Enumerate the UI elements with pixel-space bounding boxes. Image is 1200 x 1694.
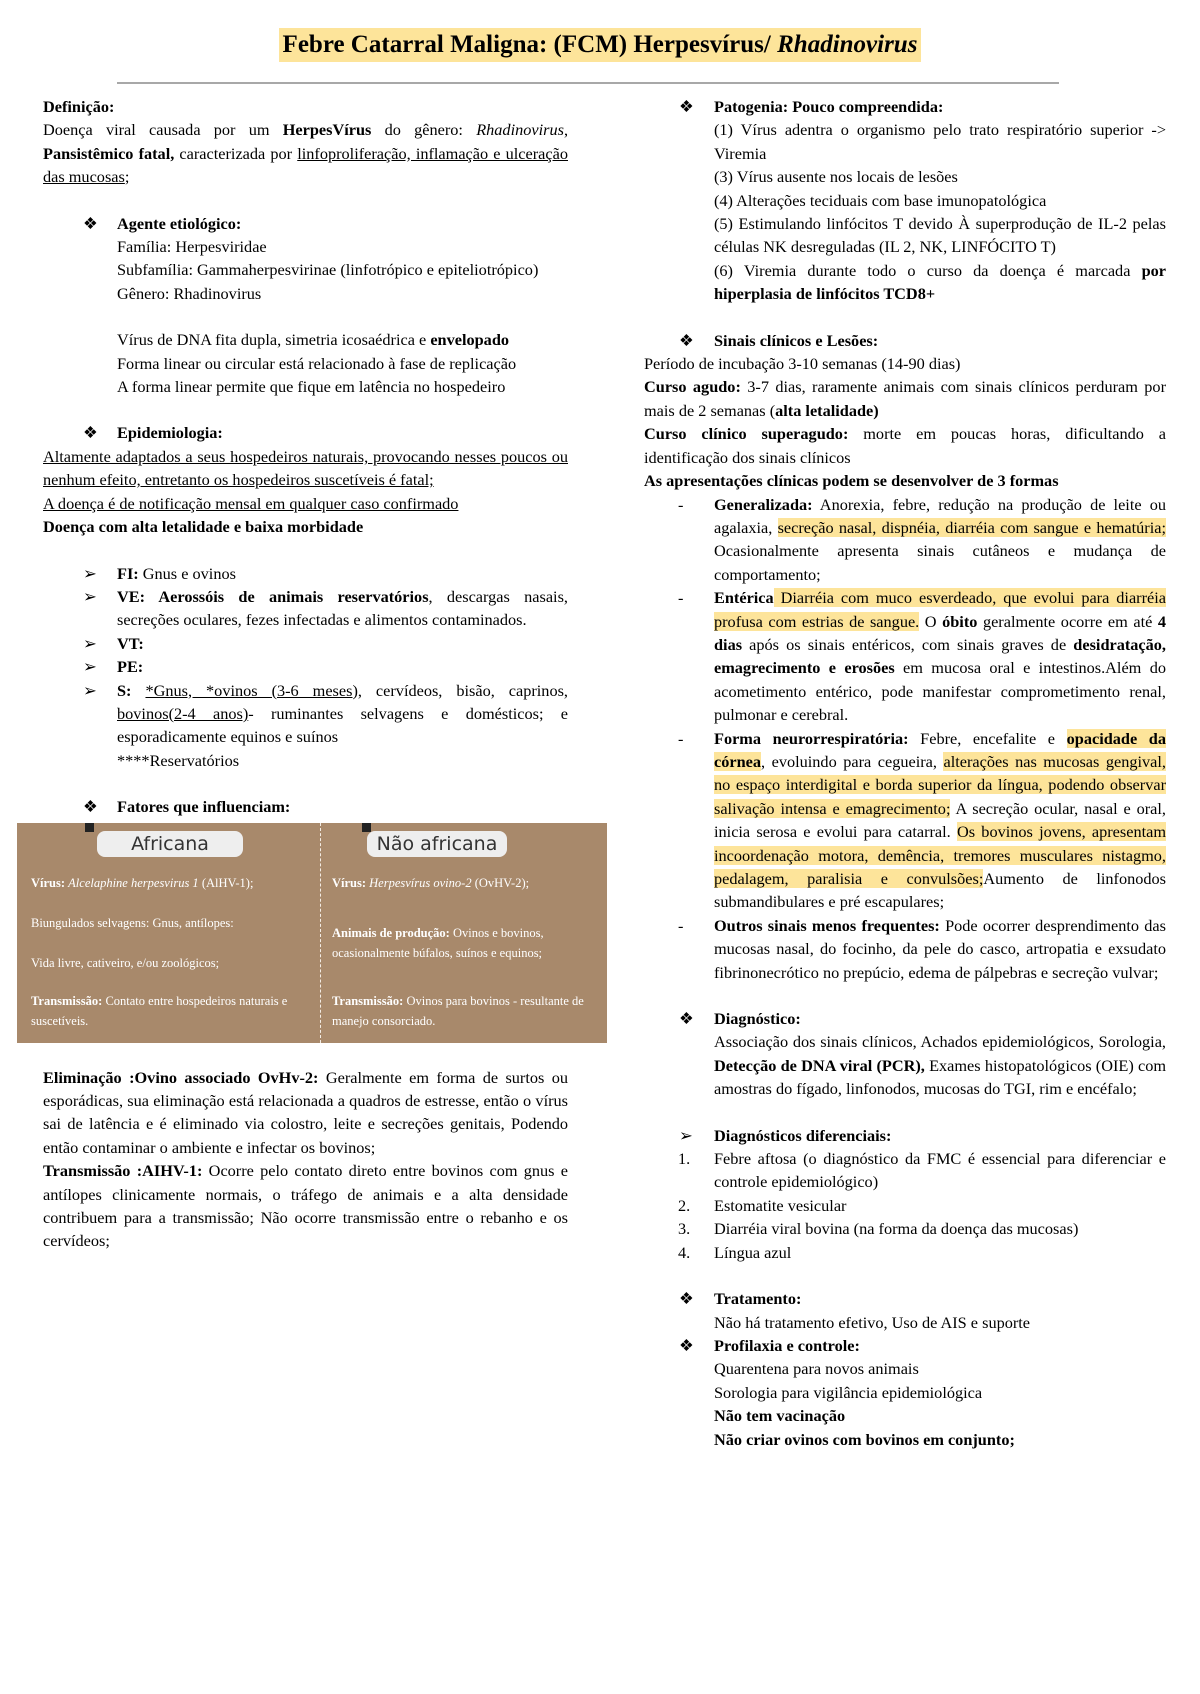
definicao-t9: ; [124, 167, 130, 187]
neuro-highlight-1: opacidade da córnea [714, 728, 1166, 771]
diamond-bullet-icon: ❖ [83, 213, 98, 233]
patogenia-heading-text: Patogenia: Pouco compreendida: [714, 97, 944, 116]
agente-familia: Família: Herpesviridae [117, 237, 267, 257]
patogenia-item-6 [644, 259, 1166, 306]
sinais-incubacao: Período de incubação 3-10 semanas (14-90 dias) [644, 354, 961, 374]
neuro-highlight-2: alterações nas mucosas gengival, no espaço interdigital e borda superior da língua, podendo observar salivação intensa e emagrecimento; [714, 751, 1167, 818]
africana-virus [31, 873, 313, 893]
enterica-t3: após os sinais entéricos, com sinais graves de [742, 634, 1074, 654]
diamond-bullet-icon: ❖ [83, 797, 98, 817]
nao-africana-virus-abbr: (OvHV-2); [471, 875, 530, 890]
epidemiologia-p3: Doença com alta letalidade e baixa morbidade [43, 517, 364, 537]
fatores-heading [43, 795, 568, 818]
agente-latencia: A forma linear permite que fique em latência no hospedeiro [117, 377, 506, 397]
dash-bullet: - [678, 588, 684, 608]
table-marker [85, 823, 94, 832]
definicao-t7: caracterizada por [174, 143, 298, 163]
generalizada-t1: Anorexia, febre, redução na produção de leite ou agalaxia, [714, 494, 1166, 537]
diagnostico-text [644, 1030, 1166, 1100]
vt-label: VT: [117, 633, 144, 653]
agudo-bold: alta letalidade) [775, 400, 879, 420]
diferencial-text: Diarréia viral bovina (na forma da doença das mucosas) [714, 1219, 1079, 1239]
diferencial-number: 4. [678, 1242, 691, 1262]
africana-label: Africana [97, 831, 243, 857]
diagnostico-t1: Associação dos sinais clínicos, Achados epidemiológicos, Sorologia, [714, 1032, 1166, 1052]
enterica-t2: geralmente ocorre em até [977, 611, 1158, 631]
nao-africana-hosts-label: Animais de produção: [332, 925, 450, 940]
enterica-t4: em mucosa oral e intestinos.Além do acometimento entérico, pode manifestar comprometimento renal, pulmonar e cerebral. [714, 658, 1166, 725]
neuro-t3: A secreção ocular, nasal e oral, inicia serosa e evolui para catarral. [714, 798, 1167, 842]
agudo-text: 3-7 dias, raramente animais com sinais clínicos perduram por mais de 2 semanas ( [644, 377, 1166, 420]
arrow-bullet-icon: ➢ [83, 563, 97, 583]
africana-habitat: Vida livre, cativeiro, e/ou zoológicos; [31, 955, 220, 970]
s-u2: bovinos(2-4 anos) [117, 703, 249, 723]
nao-africana-label: Não africana [367, 831, 507, 857]
pe-label: PE: [117, 657, 144, 677]
eliminacao-paragraph [43, 1066, 568, 1160]
nao-africana-transmissao [332, 991, 600, 1031]
spacer [644, 1101, 1166, 1124]
forma-enterica [644, 586, 1166, 726]
title-main: Febre Catarral Maligna: (FCM) Herpesvírus/ [282, 31, 778, 58]
nao-africana-transmissao-label: Transmissão: [332, 993, 404, 1008]
profilaxia-heading [644, 1334, 1166, 1357]
transmissao-paragraph [43, 1159, 568, 1253]
diamond-bullet-icon: ❖ [679, 1289, 694, 1309]
definicao-t1: Doença viral causada por um [43, 120, 283, 140]
africana-transmissao [31, 991, 313, 1031]
enterica-b1: óbito [942, 611, 978, 631]
agente-dna [43, 328, 568, 351]
nao-africana-virus-label: Vírus: [332, 875, 370, 890]
agente-heading-text: Agente etiológico: [117, 213, 242, 233]
diamond-bullet-icon: ❖ [679, 97, 694, 116]
neuro-label: Forma neurorrespiratória: [714, 728, 909, 748]
profilaxia-l4: Não criar ovinos com bovinos em conjunto; [714, 1429, 1015, 1449]
ve-bold: Aerossóis de animais reservatórios [145, 586, 429, 606]
epidemiologia-heading [43, 421, 568, 444]
agente-forma: Forma linear ou circular está relacionado à fase de replicação [117, 353, 517, 373]
diferencial-number: 1. [678, 1149, 691, 1169]
profilaxia-l3: Não tem vacinação [714, 1406, 846, 1426]
neuro-t1: Febre, encefalite e [908, 728, 1067, 748]
spacer [644, 306, 1166, 329]
definicao-t2: HerpesVírus [282, 120, 372, 140]
definicao-t5: , [563, 120, 569, 140]
transmissao-label: Transmissão :AIHV-1: [43, 1161, 203, 1181]
diferencial-text: Língua azul [714, 1242, 792, 1262]
list-s [43, 679, 568, 773]
patogenia-item-6a: (6) Viremia durante todo o curso da doença é marcada [714, 260, 1142, 280]
list-ve [43, 585, 568, 632]
neuro-t4: Aumento de linfonodos submandibulares e pré escapulares; [714, 869, 1167, 912]
tratamento-text: Não há tratamento efetivo, Uso de AIS e suporte [714, 1312, 1031, 1332]
spacer [43, 1043, 568, 1066]
agudo-label: Curso agudo: [644, 377, 741, 397]
agente-dna2: envelopado [430, 330, 510, 350]
spacer [43, 398, 568, 421]
eliminacao-label: Eliminação : [43, 1067, 135, 1087]
africana-transmissao-text: Contato entre hospedeiros naturais e suscetíveis. [31, 993, 288, 1028]
outros-label: Outros sinais menos frequentes: [714, 915, 940, 935]
africana-transmissao-label: Transmissão: [31, 993, 103, 1008]
fatores-table [17, 823, 607, 1043]
enterica-t1: O [919, 611, 943, 631]
enterica-b3: desidratação, emagrecimento e erosões [714, 634, 1166, 678]
list-pe [43, 655, 568, 678]
diamond-bullet-icon: ❖ [679, 1335, 694, 1355]
nao-africana-transmissao-text: Ovinos para bovinos - resultante de manejo consorciado. [332, 993, 584, 1028]
arrow-bullet-icon: ➢ [83, 657, 97, 677]
fi-text: Gnus e ovinos [138, 563, 236, 583]
definicao-t6: Pansistêmico fatal, [43, 143, 175, 163]
definicao-text [43, 118, 568, 188]
s-u1: *Gnus, *ovinos (3-6 meses), [145, 680, 362, 700]
diferencial-text: Febre aftosa (o diagnóstico da FMC é essencial para diferenciar e controle epidemiológico) [714, 1149, 1166, 1192]
outros-text: Pode ocorrer desprendimento das mucosas nasal, do focinho, da pele do casco, artropatia e exsudato fibrinonecrótico no prepúcio, edema de pálpebras e secreção vulvar; [714, 915, 1166, 982]
patogenia-item-3: (3) Vírus ausente nos locais de lesões [714, 167, 958, 187]
africana-virus-abbr: (AlHV-1); [198, 875, 254, 890]
africana-virus-name: Alcelaphine herpesvirus 1 [68, 875, 199, 890]
patogenia-item-4: (4) Alterações teciduais com base imunopatológica [714, 190, 1047, 210]
profilaxia-l1: Quarentena para novos animais [714, 1359, 919, 1379]
definicao-t8: linfoproliferação, inflamação e ulceração das mucosas [43, 143, 568, 187]
diagnostico-heading-text: Diagnóstico: [714, 1009, 801, 1029]
dash-bullet: - [678, 915, 684, 935]
generalizada-label: Generalizada: [714, 494, 813, 514]
arrow-bullet-icon: ➢ [83, 586, 97, 606]
diferencial-number: 3. [678, 1219, 691, 1239]
diferencial-text: Estomatite vesicular [714, 1195, 847, 1215]
s-t2: - ruminantes selvagens e domésticos; e esporadicamente equinos e suínos [117, 703, 568, 747]
nao-africana-virus-name: Herpesvírus ovino-2 [369, 875, 472, 890]
eliminacao-text: Geralmente em forma de surtos ou esporádicas, sua eliminação está relacionada a quadros de estresse, então o vírus sai de latência e é eliminado via colostro, leite e secreções genitais, Podendo então contaminar o ambiente e infectar os bovinos; [43, 1067, 569, 1157]
agente-heading [43, 212, 568, 235]
eliminacao-bold: Ovino associado OvHv-2: [134, 1067, 319, 1087]
diferenciais-heading-text: Diagnósticos diferenciais: [714, 1125, 892, 1145]
diamond-bullet-icon: ❖ [679, 330, 694, 350]
profilaxia-heading-text: Profilaxia e controle: [714, 1335, 860, 1355]
diferencial-number: 2. [678, 1195, 691, 1215]
dash-bullet: - [678, 728, 684, 748]
table-divider [320, 823, 321, 1043]
sinais-agudo [644, 375, 1166, 422]
africana-virus-label: Vírus: [31, 875, 69, 890]
spacer [644, 1264, 1166, 1287]
s-t1: cervídeos, bisão, caprinos, [361, 680, 568, 700]
diferencial-item [644, 1217, 1166, 1240]
diagnostico-heading [644, 1007, 1166, 1030]
patogenia-item-1: (1) Vírus adentra o organismo pelo trato respiratório superior -> Viremia [714, 120, 1166, 163]
page-title [279, 28, 922, 62]
profilaxia-l2: Sorologia para vigilância epidemiológica [714, 1382, 983, 1402]
dash-bullet: - [678, 494, 684, 514]
title-wrap [0, 28, 1200, 62]
diamond-bullet-icon: ❖ [679, 1009, 694, 1029]
superagudo-label: Curso clínico superagudo: [644, 424, 849, 444]
diferenciais-heading [644, 1124, 1166, 1147]
diferencial-item [644, 1194, 1166, 1217]
transmissao-text: Ocorre pelo contato direto entre bovinos com gnus e antílopes clinicamente normais, o tráfego de animais e a alta densidade contribuem para a transmissão; Não ocorre transmissão entre o rebanho e os cervídeos; [43, 1161, 568, 1251]
arrow-bullet-icon: ➢ [83, 680, 97, 700]
forma-neurorrespiratoria [644, 727, 1166, 914]
africana-hosts: Biungulados selvagens: Gnus, antílopes: [31, 915, 234, 930]
forma-generalizada [644, 493, 1166, 587]
list-vt [43, 632, 568, 655]
patogenia-item-6b: por hiperplasia de linfócitos TCD8+ [714, 260, 1166, 304]
spacer [43, 772, 568, 795]
diamond-bullet-icon: ❖ [83, 423, 98, 443]
agente-dna1: Vírus de DNA fita dupla, simetria icosaédrica e [117, 330, 431, 350]
diferencial-item [644, 1147, 1166, 1194]
patogenia-item-5: (5) Estimulando linfócitos T devido À superprodução de IL-2 pelas células NK desreguladas (IL 2, NK, LINFÓCITO T) [714, 214, 1166, 257]
spacer [43, 189, 568, 212]
enterica-label: Entérica [714, 588, 774, 608]
s-t3: ****Reservatórios [117, 750, 240, 770]
enterica-b2: 4 dias [714, 611, 1166, 654]
right-column [644, 95, 1166, 1451]
diferencial-item [644, 1241, 1166, 1264]
epidemiologia-p2: A doença é de notificação mensal em qualquer caso confirmado [43, 493, 459, 513]
agente-genero: Gênero: Rhadinovirus [117, 283, 262, 303]
sinais-heading-text: Sinais clínicos e Lesões: [714, 330, 879, 350]
fatores-heading-text: Fatores que influenciam: [117, 797, 291, 817]
spacer [43, 305, 568, 328]
diagnostico-t2: Exames histopatológicos (OIE) com amostras do fígado, linfonodos, mucosas do TGI, rim e encéfalo; [714, 1055, 1166, 1099]
generalizada-highlight: secreção nasal, dispnéia, diarréia com sangue e hematúria; [777, 517, 1167, 537]
definicao-heading: Definição: [43, 97, 115, 116]
nao-africana-virus [332, 873, 600, 893]
tratamento-heading-text: Tratamento: [714, 1289, 802, 1309]
superagudo-text: morte em poucas horas, dificultando a identificação dos sinais clínicos [644, 424, 1167, 467]
definicao-t4: Rhadinovirus [476, 120, 564, 140]
spacer [644, 984, 1166, 1007]
sinais-formas: As apresentações clínicas podem se desenvolver de 3 formas [644, 471, 1059, 491]
enterica-highlight: Diarréia com muco esverdeado, que evolui para diarréia profusa com estrias de sangue. [714, 588, 1166, 631]
nao-africana-hosts-text: Ovinos e bovinos, ocasionalmente búfalos, suínos e equinos; [332, 925, 544, 960]
list-fi [43, 562, 568, 585]
ve-text: , descargas nasais, secreções oculares, fezes infectadas e alimentos contaminados. [117, 586, 568, 630]
sinais-heading [644, 329, 1166, 352]
left-column [31, 95, 584, 1253]
epidemiologia-heading-text: Epidemiologia: [117, 423, 223, 443]
diagnostico-b1: Detecção de DNA viral (PCR), [714, 1055, 925, 1075]
patogenia-heading [644, 95, 1166, 118]
ve-label: VE: [117, 586, 146, 606]
title-divider [117, 82, 1059, 84]
neuro-highlight-3: Os bovinos jovens, apresentam incoordenação motora, demência, tremores musculares nistagmo, pedalagem, paralisia e convulsões; [714, 822, 1167, 888]
tratamento-heading [644, 1287, 1166, 1310]
table-marker [362, 823, 371, 832]
definicao-t3: do gênero: [371, 120, 477, 140]
generalizada-t2: Ocasionalmente apresenta sinais cutâneos e mudança de comportamento; [714, 541, 1166, 584]
nao-africana-hosts [332, 923, 600, 963]
fi-label: FI: [117, 563, 139, 583]
sinais-superagudo [644, 422, 1166, 469]
s-label: S: [117, 680, 132, 700]
neuro-t2: , evoluindo para cegueira, [761, 751, 944, 771]
outros-sinais [644, 914, 1166, 984]
agente-subfamilia: Subfamília: Gammaherpesvirinae (linfotrópico e epiteliotrópico) [117, 260, 539, 280]
spacer [43, 539, 568, 562]
arrow-bullet-icon: ➢ [83, 633, 97, 653]
epidemiologia-p1: Altamente adaptados a seus hospedeiros naturais, provocando nesses poucos ou nenhum efeito, entretanto os hospedeiros suscetíveis é fatal; [43, 446, 568, 490]
title-genus: Rhadinovirus [777, 31, 918, 58]
arrow-bullet-icon: ➢ [679, 1125, 693, 1145]
